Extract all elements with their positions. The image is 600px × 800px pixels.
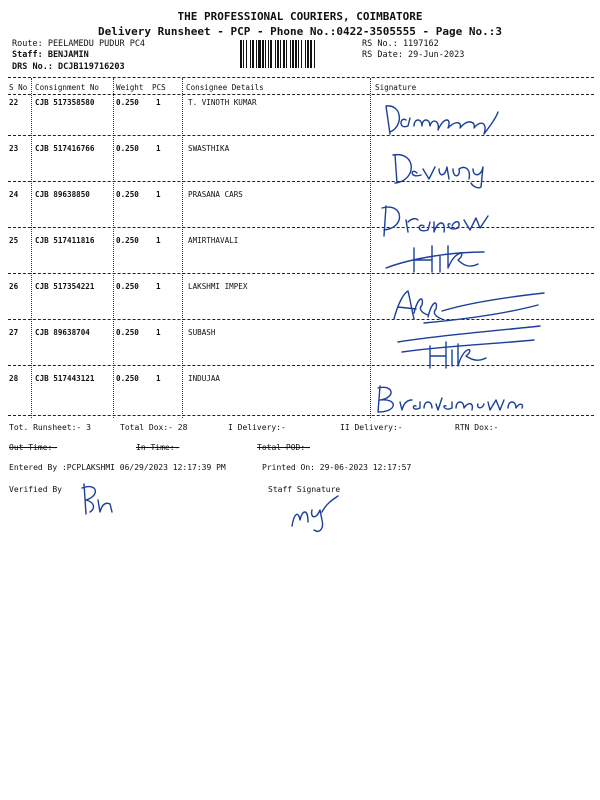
col-header-sno: S No	[9, 83, 28, 92]
staff-signature	[286, 490, 346, 536]
barcode-bar	[301, 40, 302, 68]
table-top-rule	[8, 77, 594, 78]
in-time: In Time:-	[136, 443, 180, 452]
row-sno: 27	[9, 328, 19, 337]
barcode-bar	[265, 40, 266, 68]
signature-row-24	[376, 196, 504, 240]
row-consignee: AMIRTHAVALI	[188, 236, 239, 245]
row-consignment-no: CJB 517358580	[35, 98, 95, 107]
barcode-bar	[283, 40, 285, 68]
barcode-bar	[310, 40, 312, 68]
signature-row-28	[372, 378, 532, 418]
barcode-bar	[280, 40, 281, 68]
table-bottom-rule	[8, 415, 594, 416]
barcode-bar	[256, 40, 257, 68]
row-pcs: 1	[156, 236, 161, 245]
barcode-bar	[295, 40, 297, 68]
barcode	[240, 40, 358, 68]
row-pcs: 1	[156, 144, 161, 153]
barcode-bar	[314, 40, 315, 68]
barcode-bar	[270, 40, 272, 68]
row-sno: 22	[9, 98, 19, 107]
total-runsheet: Tot. Runsheet:- 3	[9, 423, 91, 432]
col-header-pcs: PCS	[152, 83, 166, 92]
signature-row-27	[394, 322, 544, 372]
rtn-dox: RTN Dox:-	[455, 423, 499, 432]
barcode-bar	[275, 40, 276, 68]
row-consignment-no: CJB 89638850	[35, 190, 90, 199]
row-sno: 24	[9, 190, 19, 199]
barcode-bar	[290, 40, 291, 68]
col-header-consignee: Consignee Details	[186, 83, 264, 92]
row-divider	[8, 227, 594, 228]
signature-row-23	[385, 143, 505, 189]
row-consignment-no: CJB 517411816	[35, 236, 95, 245]
barcode-bar	[292, 40, 294, 68]
runsheet-subtitle: Delivery Runsheet - PCP - Phone No.:0422-3505555 - Page No.:3	[98, 25, 502, 38]
staff-signature-label: Staff Signature	[268, 485, 341, 494]
row-sno: 28	[9, 374, 19, 383]
barcode-bar	[250, 40, 251, 68]
row-pcs: 1	[156, 328, 161, 337]
header-bottom-rule	[8, 94, 594, 95]
row-weight: 0.250	[116, 374, 139, 383]
row-pcs: 1	[156, 374, 161, 383]
row-consignee: SUBASH	[188, 328, 216, 337]
barcode-bar	[277, 40, 279, 68]
col-header-consignment: Consignment No	[35, 83, 100, 92]
signature-row-26	[388, 283, 548, 327]
barcode-bar	[305, 40, 306, 68]
column-divider	[182, 78, 183, 418]
row-divider	[8, 273, 594, 274]
barcode-bar	[262, 40, 264, 68]
verified-by-label: Verified By	[9, 485, 62, 494]
i-delivery: I Delivery:-	[228, 423, 286, 432]
row-consignee: PRASANA CARS	[188, 190, 243, 199]
row-consignee: SWASTHIKA	[188, 144, 230, 153]
column-divider	[31, 78, 32, 418]
barcode-bar	[246, 40, 247, 68]
barcode-bar	[268, 40, 269, 68]
barcode-bar	[286, 40, 287, 68]
col-header-signature: Signature	[375, 83, 417, 92]
col-header-weight: Weight	[116, 83, 144, 92]
row-sno: 23	[9, 144, 19, 153]
row-consignee: INDUJAA	[188, 374, 221, 383]
row-weight: 0.250	[116, 190, 139, 199]
ii-delivery: II Delivery:-	[340, 423, 403, 432]
row-weight: 0.250	[116, 236, 139, 245]
row-consignee: T. VINOTH KUMAR	[188, 98, 257, 107]
column-divider	[113, 78, 114, 418]
row-consignment-no: CJB 89638704	[35, 328, 90, 337]
barcode-bar	[240, 40, 242, 68]
row-pcs: 1	[156, 190, 161, 199]
barcode-bar	[243, 40, 244, 68]
route-label: Route: PEELAMEDU PUDUR PC4	[12, 39, 146, 49]
row-pcs: 1	[156, 98, 161, 107]
total-dox: Total Dox:- 28	[120, 423, 188, 432]
drs-number: DRS No.: DCJB119716203	[12, 62, 125, 72]
row-pcs: 1	[156, 282, 161, 291]
row-weight: 0.250	[116, 282, 139, 291]
row-consignment-no: CJB 517443121	[35, 374, 95, 383]
signature-row-25	[382, 238, 492, 278]
company-title: THE PROFESSIONAL COURIERS, COIMBATORE	[177, 10, 423, 23]
total-pod: Total POD:-	[257, 443, 310, 452]
row-consignment-no: CJB 517354221	[35, 282, 95, 291]
rs-date: RS Date: 29-Jun-2023	[362, 50, 465, 60]
verifier-signature	[76, 478, 126, 520]
staff-label: Staff: BENJAMIN	[12, 50, 89, 60]
row-consignment-no: CJB 517416766	[35, 144, 95, 153]
out-time: Out Time:-	[9, 443, 58, 452]
barcode-bar	[307, 40, 309, 68]
barcode-bar	[252, 40, 254, 68]
row-weight: 0.250	[116, 328, 139, 337]
signature-row-22	[378, 96, 518, 142]
row-consignee: LAKSHMI IMPEX	[188, 282, 248, 291]
column-divider	[370, 78, 371, 418]
row-weight: 0.250	[116, 144, 139, 153]
rs-number: RS No.: 1197162	[362, 39, 439, 49]
entered-by: Entered By :PCPLAKSHMI 06/29/2023 12:17:39 PM	[9, 463, 226, 472]
row-divider	[8, 181, 594, 182]
barcode-bar	[298, 40, 299, 68]
row-sno: 26	[9, 282, 19, 291]
row-weight: 0.250	[116, 98, 139, 107]
row-sno: 25	[9, 236, 19, 245]
printed-on: Printed On: 29-06-2023 12:17:57	[262, 463, 412, 472]
barcode-bar	[258, 40, 261, 68]
